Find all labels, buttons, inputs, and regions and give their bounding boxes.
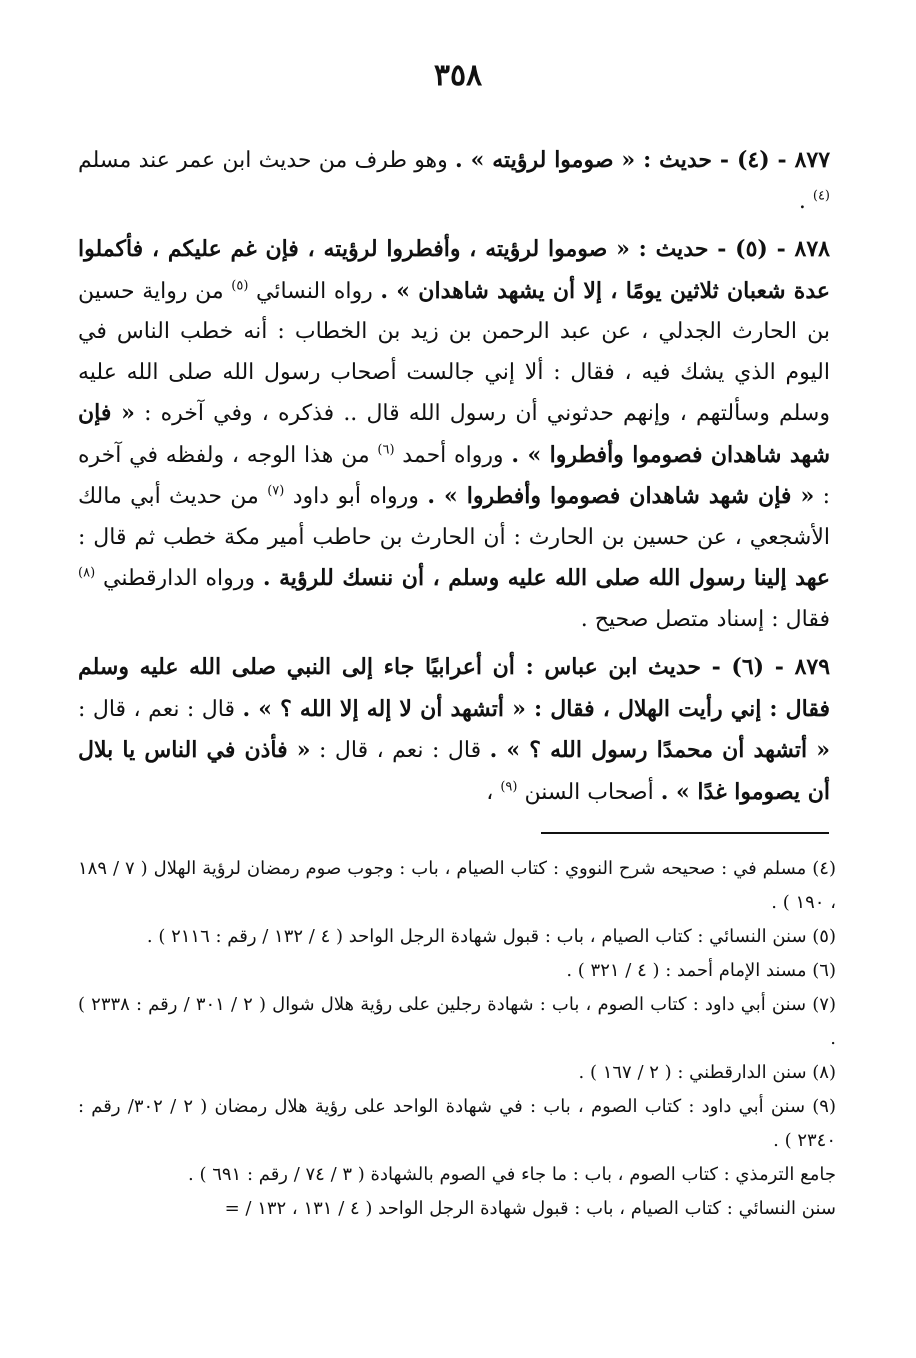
commentary-text: . <box>798 188 813 214</box>
footnote-9-nasai: سنن النسائي : كتاب الصيام ، باب : قبول شهادة الرجل الواحد ( ٤ / ١٣١ ، ١٣٢ / = <box>224 1198 836 1219</box>
footnote-6: (٦) مسند الإمام أحمد : ( ٤ / ٣٢١ ) . <box>566 960 836 981</box>
commentary-text: ورواه أبو داود <box>284 484 428 509</box>
footnote-5: (٥) سنن النسائي : كتاب الصيام ، باب : قبول شهادة الرجل الواحد ( ٤ / ١٣٢ / رقم : ٢١١٦ ) . <box>146 926 836 947</box>
main-text <box>78 140 830 813</box>
hadith-text-bold: ٨٧٧ - (٤) - حديث : « صوموا لرؤيته » . <box>455 147 831 173</box>
footnote-ref: (٧) <box>267 483 285 499</box>
hadith-878-paragraph <box>78 229 830 640</box>
hadith-text-bold: ٨٧٨ - (٥) - حديث : « صوموا لرؤيته ، وأفطروا لرؤيته ، فإن غم عليكم ، فأكملوا عدة شعبان ثلاثين يومًا ، إلا أن يشهد شاهدان » . <box>78 236 830 304</box>
commentary-text: ، <box>486 779 501 805</box>
hadith-text-bold: عهد إلينا رسول الله صلى الله عليه وسلم ، أن ننسك للرؤية . <box>262 565 830 591</box>
hadith-text-bold: ٨٧٩ - (٦) - حديث ابن عباس : أن أعرابيًا جاء إلى النبي صلى الله عليه وسلم فقال : إني رأيت الهلال ، فقال : « أتشهد أن لا إله إلا الله ؟ » . <box>78 654 831 722</box>
commentary-text: أصحاب السنن <box>517 779 661 805</box>
footnote-ref: (٨) <box>78 565 96 581</box>
page-number: ٣٥٨ <box>433 58 483 93</box>
footnote-9: (٩) سنن أبي داود : كتاب الصوم ، باب : في شهادة الواحد على رؤية هلال رمضان ( ٢ / ٣٠٢/ رقم : ٢٣٤٠ ) . <box>78 1096 836 1151</box>
commentary-text: فقال : إسناد متصل صحيح . <box>580 606 830 632</box>
commentary-text: من رواية حسين بن الحارث الجدلي ، عن عبد الرحمن بن زيد بن الخطاب : أنه خطب الناس في اليوم الذي يشك فيه ، فقال : ألا إني جالست أصحاب رسول الله صلى الله عليه وسلم وسألتهم ، وإنهم حدثوني أن رسول الله قال .. فذكره ، وفي آخره : <box>78 278 830 426</box>
hadith-877-paragraph <box>78 140 830 222</box>
commentary-text: ورواه الدارقطني <box>95 566 263 591</box>
footnote-9-tirmidhi: جامع الترمذي : كتاب الصوم ، باب : ما جاء في الصوم بالشهادة ( ٣ / ٧٤ / رقم : ٦٩١ ) . <box>188 1164 836 1185</box>
commentary-text: رواه النسائي <box>248 278 381 304</box>
footnote-divider <box>541 832 829 834</box>
footnote-4: (٤) مسلم في : صحيحه شرح النووي : كتاب الصيام ، باب : وجوب صوم رمضان لرؤية الهلال ( ٧ / ١٨٩ ، ١٩٠ ) . <box>78 858 836 913</box>
footnote-7: (٧) سنن أبي داود : كتاب الصوم ، باب : شهادة رجلين على رؤية هلال شوال ( ٢ / ٣٠١ / رقم : ٢٣٣٨ ) . <box>78 994 836 1049</box>
hadith-879-paragraph <box>78 647 830 813</box>
footnote-ref: (٤) <box>812 188 830 204</box>
footnotes <box>78 852 836 1226</box>
footnote-8: (٨) سنن الدارقطني : ( ٢ / ١٦٧ ) . <box>578 1062 836 1083</box>
footnote-ref: (٦) <box>377 442 395 458</box>
commentary-text: من هذا الوجه ، ولفظه في آخره : <box>78 442 831 509</box>
commentary-text: ورواه أحمد <box>394 442 512 468</box>
commentary-text: قال : نعم ، قال : <box>78 696 243 722</box>
commentary-text: من حديث أبي مالك الأشجعي ، عن حسين بن الحارث : أن الحارث بن حاطب أمير مكة خطب ثم قال : <box>78 484 830 550</box>
hadith-text-bold: « أتشهد أن محمدًا رسول الله ؟ » . <box>489 737 830 763</box>
hadith-text-bold: « فإن شهد شاهدان فصوموا وأفطروا » . <box>427 483 815 509</box>
footnote-ref: (٩) <box>500 779 518 795</box>
footnote-ref: (٥) <box>231 278 249 294</box>
commentary-text: وهو طرف من حديث ابن عمر عند مسلم <box>78 148 456 173</box>
hadith-text-bold: « فإن شهد شاهدان فصوموا وأفطروا » . <box>78 400 831 468</box>
commentary-text: قال : نعم ، قال : <box>310 738 490 763</box>
hadith-text-bold: « فأذن في الناس يا بلال أن يصوموا غدًا » . <box>78 737 830 805</box>
